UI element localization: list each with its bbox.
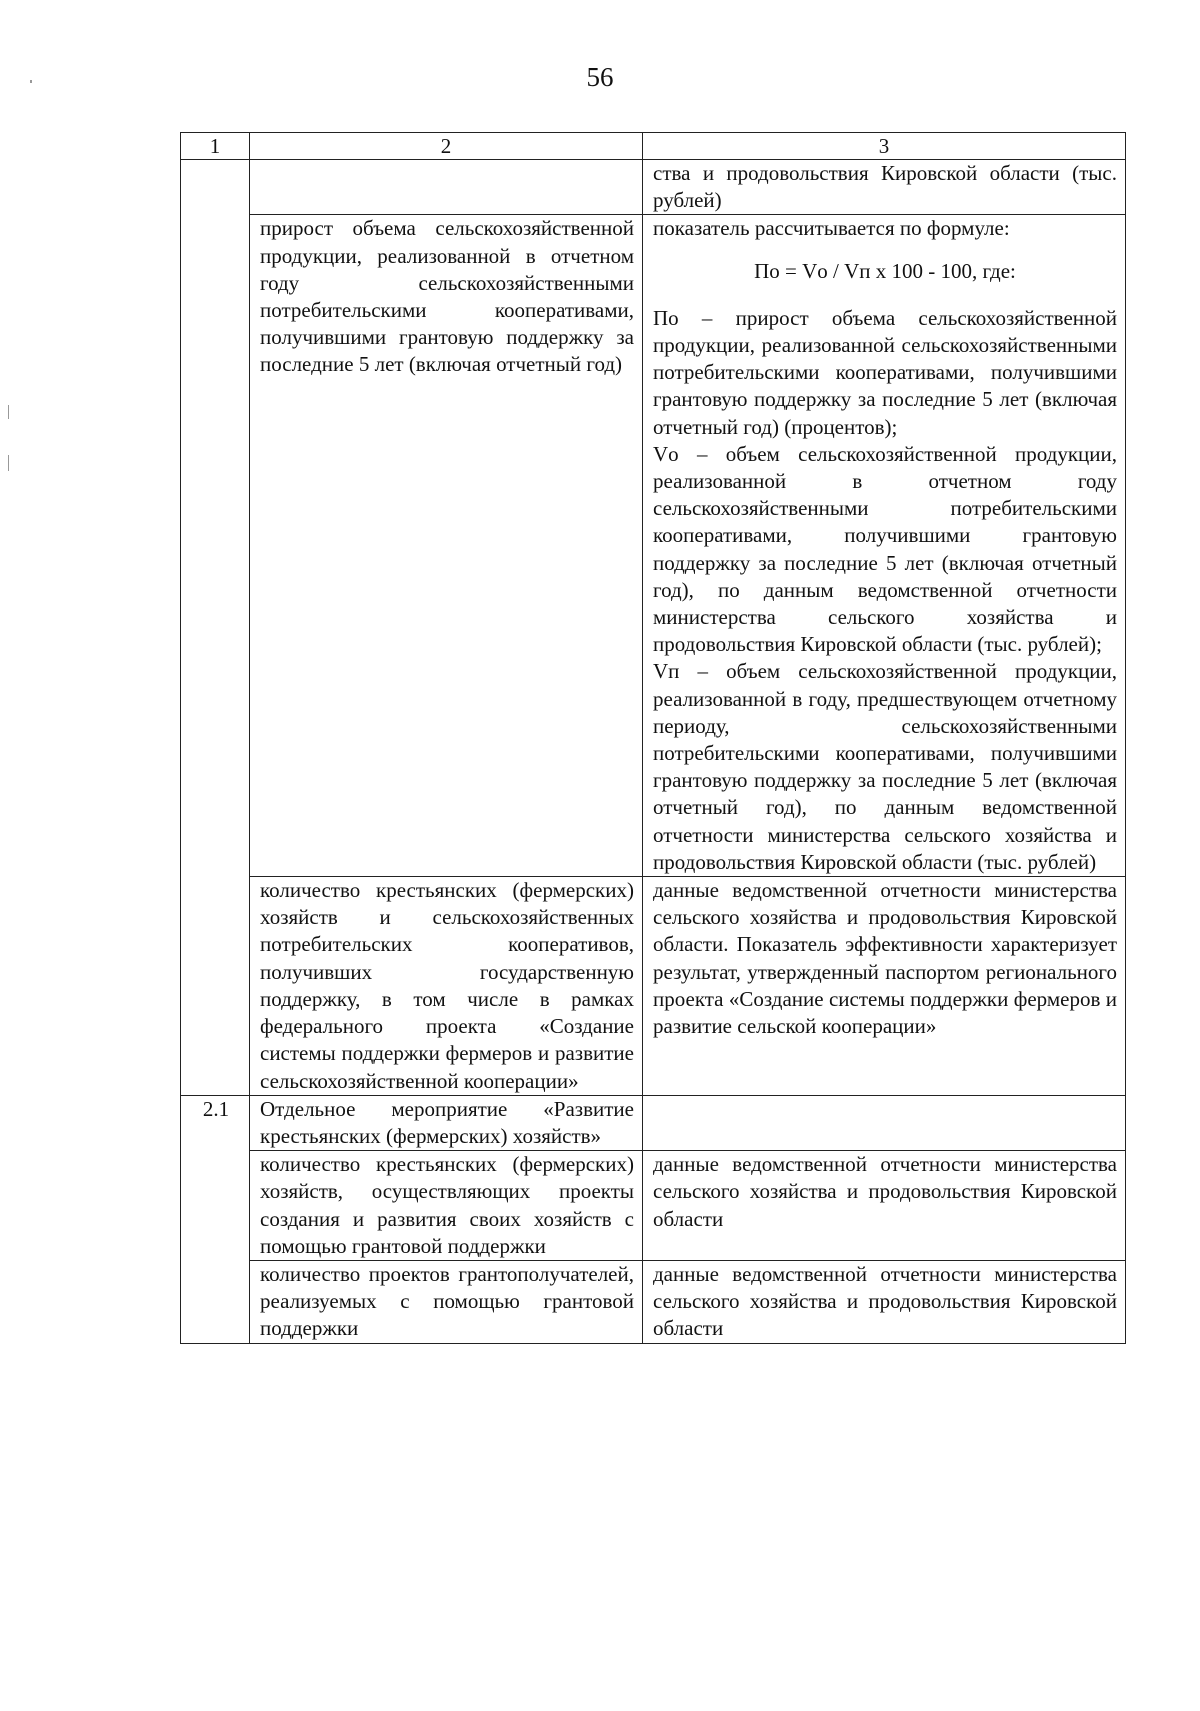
indicator-cell: количество крестьянских (фермерских) хозяйств, осуществляющих проекты создания и развития своих хозяйств с помощью грантовой поддержки xyxy=(250,1151,643,1261)
scan-speck xyxy=(8,455,9,471)
table-row xyxy=(181,215,1126,877)
method-cell: данные ведомственной отчетности министерства сельского хозяйства и продовольствия Кировской области xyxy=(643,1151,1126,1261)
table-row xyxy=(181,1095,1126,1150)
method-cell: данные ведомственной отчетности министерства сельского хозяйства и продовольствия Кировской области xyxy=(643,1260,1126,1343)
definition-vo: Vо – объем сельскохозяйственной продукции, реализованной в отчетном году сельскохозяйственными потребительскими кооперативами, получившими грантовую поддержку за последние 5 лет (включая отчетный год), по данным ведомственной отчетности министерства сельского хозяйства и продовольствия Кировской области (тыс. рублей); xyxy=(653,441,1117,657)
scan-speck xyxy=(8,405,9,419)
row-number: 2.1 xyxy=(181,1095,250,1343)
table-row xyxy=(181,877,1126,1096)
indicator-cell: количество проектов грантополучателей, реализуемых с помощью грантовой поддержки xyxy=(250,1260,643,1343)
definition-po: По – прирост объема сельскохозяйственной продукции, реализованной сельскохозяйственными потребительскими кооперативами, получившими грантовую поддержку за последние 5 лет (включая отчетный год) (процентов); xyxy=(653,305,1117,439)
method-cell xyxy=(643,1095,1126,1150)
header-col-3: 3 xyxy=(643,133,1126,160)
method-intro: показатель рассчитывается по формуле: xyxy=(653,216,1010,241)
scan-speck xyxy=(30,80,32,83)
row-number xyxy=(181,160,250,1096)
indicator-cell: Отдельное мероприятие «Развитие крестьянских (фермерских) хозяйств» xyxy=(250,1095,643,1150)
indicator-cell: количество крестьянских (фермерских) хозяйств и сельскохозяйственных потребительских кооперативов, получивших государственную поддержку, в том числе в рамках федерального проекта «Создание системы поддержки фермеров и развитие сельскохозяйственной кооперации» xyxy=(250,877,643,1096)
table-row xyxy=(181,1151,1126,1261)
header-col-2: 2 xyxy=(250,133,643,160)
table-row xyxy=(181,160,1126,215)
indicator-cell: прирост объема сельскохозяйственной продукции, реализованной в отчетном году сельскохозяйственными потребительскими кооперативами, получившими грантовую поддержку за последние 5 лет (включая отчетный год) xyxy=(250,215,643,877)
page-number: 56 xyxy=(586,62,614,92)
definition-vp: Vп – объем сельскохозяйственной продукции, реализованной в году, предшествующем отчетному периоду, сельскохозяйственными потребительскими кооперативами, получившими грантовую поддержку за последние 5 лет (включая отчетный год), по данным ведомственной отчетности министерства сельского хозяйства и продовольствия Кировской области (тыс. рублей) xyxy=(653,659,1117,874)
indicator-table xyxy=(180,132,1126,1344)
method-cell xyxy=(643,215,1126,877)
table-header-row xyxy=(181,133,1126,160)
formula: По = Vо / Vп х 100 - 100, где: xyxy=(754,258,1016,283)
method-cell: ства и продовольствия Кировской области (тыс. рублей) xyxy=(643,160,1126,215)
method-cell: данные ведомственной отчетности министерства сельского хозяйства и продовольствия Кировской области. Показатель эффективности характеризует результат, утвержденный паспортом регионального проекта «Создание системы поддержки фермеров и развитие сельской кооперации» xyxy=(643,877,1126,1096)
header-col-1: 1 xyxy=(181,133,250,160)
table-row xyxy=(181,1260,1126,1343)
indicator-cell xyxy=(250,160,643,215)
